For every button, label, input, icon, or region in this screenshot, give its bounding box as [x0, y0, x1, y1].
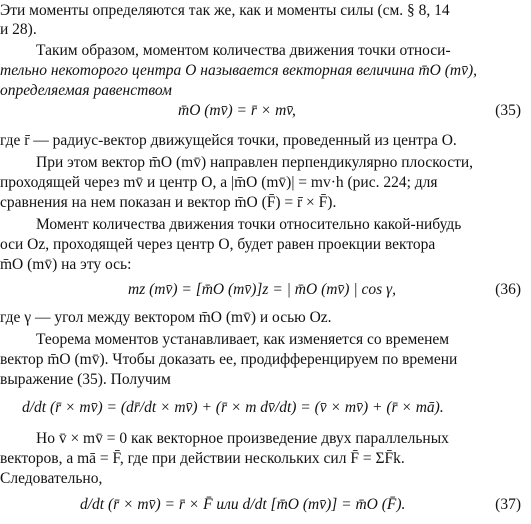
text-line-12: m̄O (mv̄) на эту ось:	[0, 256, 132, 273]
equation-derivative: d/dt (r̄ × mv̄) = (dr̄/dt × mv̄) + (r̄ × m dv̄/dt) = (v̄ × mv̄) + (r̄ × mā).	[22, 399, 444, 416]
text-line-14: Теорема моментов устанавливает, как изменяется со временем	[36, 331, 450, 348]
text-line-3: Таким образом, моментом количества движения точки относи-	[36, 42, 451, 59]
text-line-7: При этом вектор m̄O (mv̄) направлен перпендикулярно плоскости,	[36, 154, 474, 171]
equation-number-37: (37)	[495, 496, 521, 513]
text-line-4: тельно некоторого центра O называется векторная величина m̄O (mv̄),	[0, 62, 478, 79]
text-line-19: Следовательно,	[0, 470, 103, 487]
equation-number-36: (36)	[495, 281, 521, 298]
text-line-11: оси Oz, проходящей через центр O, будет равен проекции вектора	[0, 236, 436, 253]
text-line-13: где γ — угол между вектором m̄O (mv̄) и осью Oz.	[0, 309, 332, 326]
text-line-5: определяемая равенством	[0, 82, 172, 99]
text-line-18: векторов, а mā = F̄, где при действии нескольких сил F̄ = ΣF̄k.	[0, 450, 405, 467]
text-line-9: сравнения на нем показан и вектор m̄O (F̄) = r̄ × F̄).	[0, 194, 337, 211]
text-line-17: Но v̄ × mv̄ = 0 как векторное произведение двух параллельных	[36, 430, 449, 447]
equation-37: d/dt (r̄ × mv̄) = r̄ × F̄ или d/dt [m̄O (mv̄)] = m̄O (F̄).	[80, 496, 406, 513]
text-line-1: Эти моменты определяются так же, как и моменты силы (см. § 8, 14	[0, 2, 450, 19]
text-line-8: проходящей через mv̄ и центр O, а |m̄O (mv̄)| = mv·h (рис. 224; для	[0, 174, 438, 191]
text-line-6: где r̄ — радиус-вектор движущейся точки, проведенный из центра O.	[0, 132, 457, 149]
equation-36: mz (mv̄) = [m̄O (mv̄)]z = | m̄O (mv̄) | cos γ,	[128, 281, 396, 298]
text-line-2: и 28).	[0, 21, 37, 38]
text-line-15: вектор m̄O (mv̄). Чтобы доказать ее, продифференцируем по времени	[0, 351, 458, 368]
text-line-10: Момент количества движения точки относительно какой-нибудь	[36, 216, 462, 233]
equation-number-35: (35)	[495, 102, 521, 119]
equation-35: m̄O (mv̄) = r̄ × mv̄,	[178, 102, 296, 119]
text-line-16: выражение (35). Получим	[0, 371, 171, 388]
